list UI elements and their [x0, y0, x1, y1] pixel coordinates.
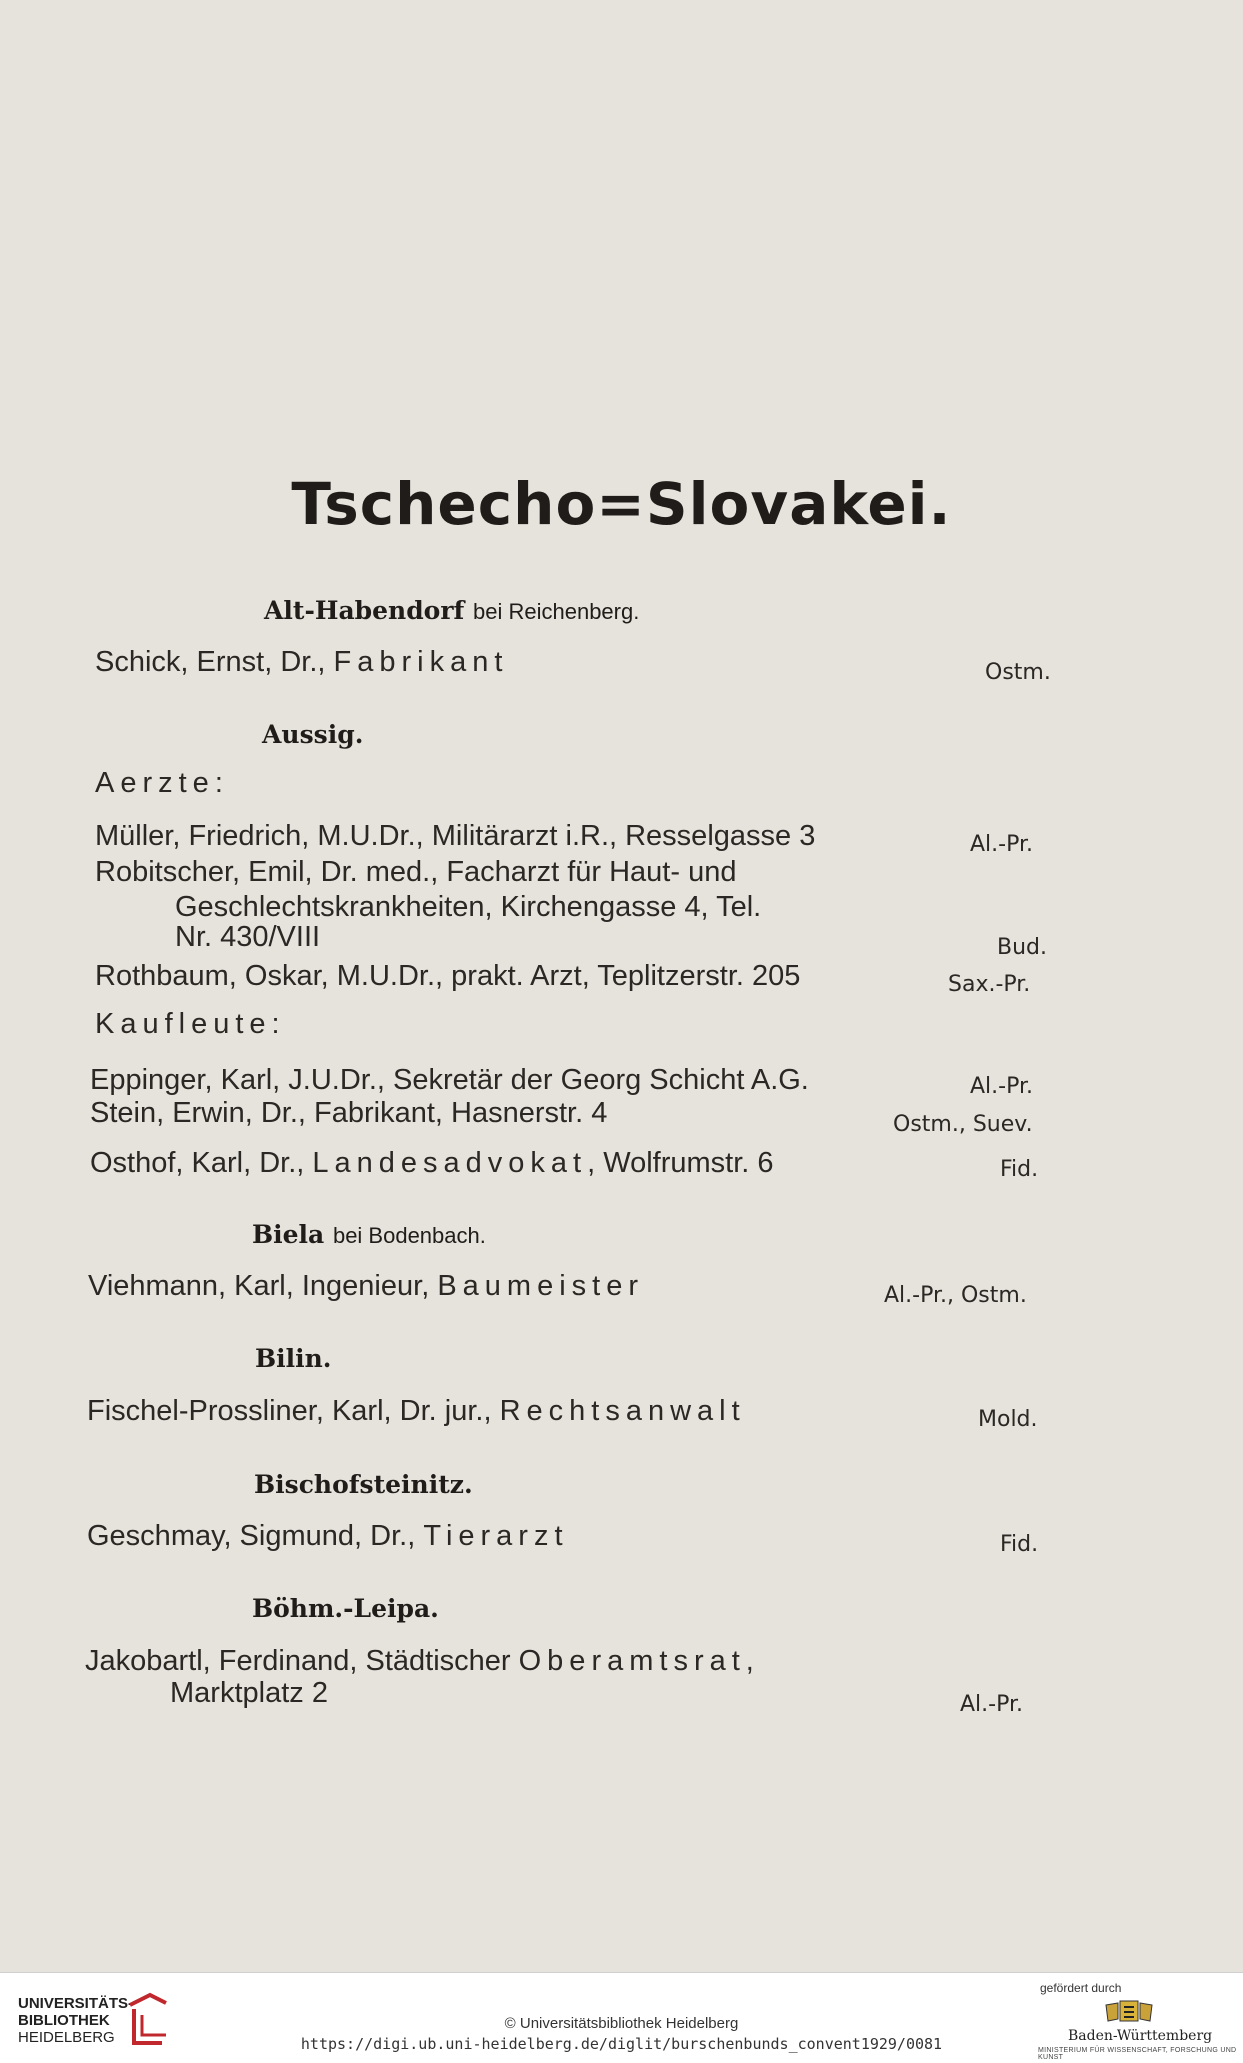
assoc-stein: Ostm., Suev.: [893, 1112, 1033, 1137]
entry-viehmann: [88, 1270, 644, 1303]
category-aerzte: Aerzte:: [95, 767, 229, 799]
entry-text: Osthof, Karl, Dr.,: [90, 1147, 313, 1179]
town-name: Bilin.: [255, 1344, 332, 1373]
section-aussig: [262, 720, 363, 749]
assoc-schick: Ostm.: [985, 660, 1051, 685]
entry-rothbaum: Rothbaum, Oskar, M.U.Dr., prakt. Arzt, Teplitzerstr. 205: [95, 960, 801, 992]
entry-jakobartl-2: Marktplatz 2: [170, 1677, 328, 1709]
entry-text: Fischel-Prossliner, Karl, Dr. jur.,: [87, 1395, 500, 1427]
entry-robitscher-3: Nr. 430/VIII: [175, 921, 321, 953]
entry-spaced: Fabrikant: [333, 646, 509, 678]
entry-jakobartl-1: [85, 1645, 754, 1678]
funded-by-label: gefördert durch: [1040, 1981, 1122, 1995]
assoc-fischel: Mold.: [978, 1407, 1038, 1432]
entry-geschmay: [87, 1520, 569, 1553]
library-line-2: BIBLIOTHEK: [18, 2012, 110, 2029]
entry-spaced: Landesadvokat: [312, 1147, 588, 1179]
category-kaufleute: Kaufleute:: [95, 1008, 286, 1040]
page-title: Tschecho=Slovakei.: [291, 470, 952, 538]
entry-text-2: ,: [745, 1645, 754, 1677]
footer-bar: [0, 1972, 1243, 2063]
entry-fischel: [87, 1395, 746, 1428]
town-sub: bei Bodenbach.: [332, 1223, 486, 1248]
town-name: Aussig.: [262, 720, 364, 749]
entry-eppinger: Eppinger, Karl, J.U.Dr., Sekretär der Georg Schicht A.G.: [90, 1064, 809, 1096]
section-bilin: [255, 1344, 332, 1373]
coat-of-arms-icon: [1102, 1997, 1156, 2025]
funder-name: Baden-Württemberg: [1068, 2028, 1213, 2044]
entry-text: Schick, Ernst, Dr.,: [95, 646, 334, 678]
town-name: Alt-Habendorf: [264, 596, 465, 625]
entry-text: Jakobartl, Ferdinand, Städtischer: [85, 1645, 519, 1677]
entry-schick: [95, 646, 508, 679]
entry-text: Viehmann, Karl, Ingenieur,: [88, 1270, 438, 1302]
assoc-osthof: Fid.: [1000, 1157, 1039, 1182]
assoc-viehmann: Al.-Pr., Ostm.: [884, 1283, 1027, 1308]
entry-spaced: Oberamtsrat: [518, 1645, 746, 1677]
permalink-url[interactable]: https://digi.ub.uni-heidelberg.de/diglit/burschenbunds_convent1929/0081: [300, 2035, 943, 2053]
section-bischofsteinitz: [254, 1470, 473, 1499]
library-line-1: UNIVERSITÄTS-: [18, 1995, 134, 2012]
section-boehm-leipa: [252, 1594, 439, 1623]
funder-ministry: MINISTERIUM FÜR WISSENSCHAFT, FORSCHUNG UND KUNST: [1038, 2047, 1237, 2061]
entry-mueller: Müller, Friedrich, M.U.Dr., Militärarzt i.R., Resselgasse 3: [95, 820, 816, 852]
section-alt-habendorf: [264, 596, 639, 625]
library-line-3: HEIDELBERG: [18, 2029, 115, 2046]
entry-osthof: [90, 1147, 774, 1180]
entry-robitscher-2: Geschlechtskrankheiten, Kirchengasse 4, Tel.: [175, 891, 762, 923]
assoc-rothbaum: Sax.-Pr.: [948, 972, 1031, 997]
entry-robitscher-1: Robitscher, Emil, Dr. med., Facharzt für Haut- und: [95, 856, 737, 888]
copyright-notice: © Universitätsbibliothek Heidelberg: [504, 2015, 739, 2032]
town-name: Biela: [252, 1220, 325, 1249]
town-sub: bei Reichenberg.: [473, 599, 640, 624]
entry-spaced: Tierarzt: [423, 1520, 569, 1552]
town-name: Bischofsteinitz.: [254, 1470, 473, 1499]
entry-text-2: , Wolfrumstr. 6: [587, 1147, 774, 1179]
town-name: Böhm.-Leipa.: [252, 1594, 439, 1623]
entry-stein: Stein, Erwin, Dr., Fabrikant, Hasnerstr. 4: [90, 1097, 608, 1129]
assoc-jakobartl: Al.-Pr.: [960, 1692, 1023, 1717]
assoc-mueller: Al.-Pr.: [970, 832, 1033, 857]
section-biela: [252, 1220, 486, 1249]
assoc-geschmay: Fid.: [1000, 1532, 1039, 1557]
entry-spaced: Rechtsanwalt: [499, 1395, 746, 1427]
assoc-eppinger: Al.-Pr.: [970, 1074, 1033, 1099]
entry-spaced: Baumeister: [437, 1270, 644, 1302]
assoc-robitscher: Bud.: [997, 935, 1047, 960]
entry-text: Geschmay, Sigmund, Dr.,: [87, 1520, 424, 1552]
